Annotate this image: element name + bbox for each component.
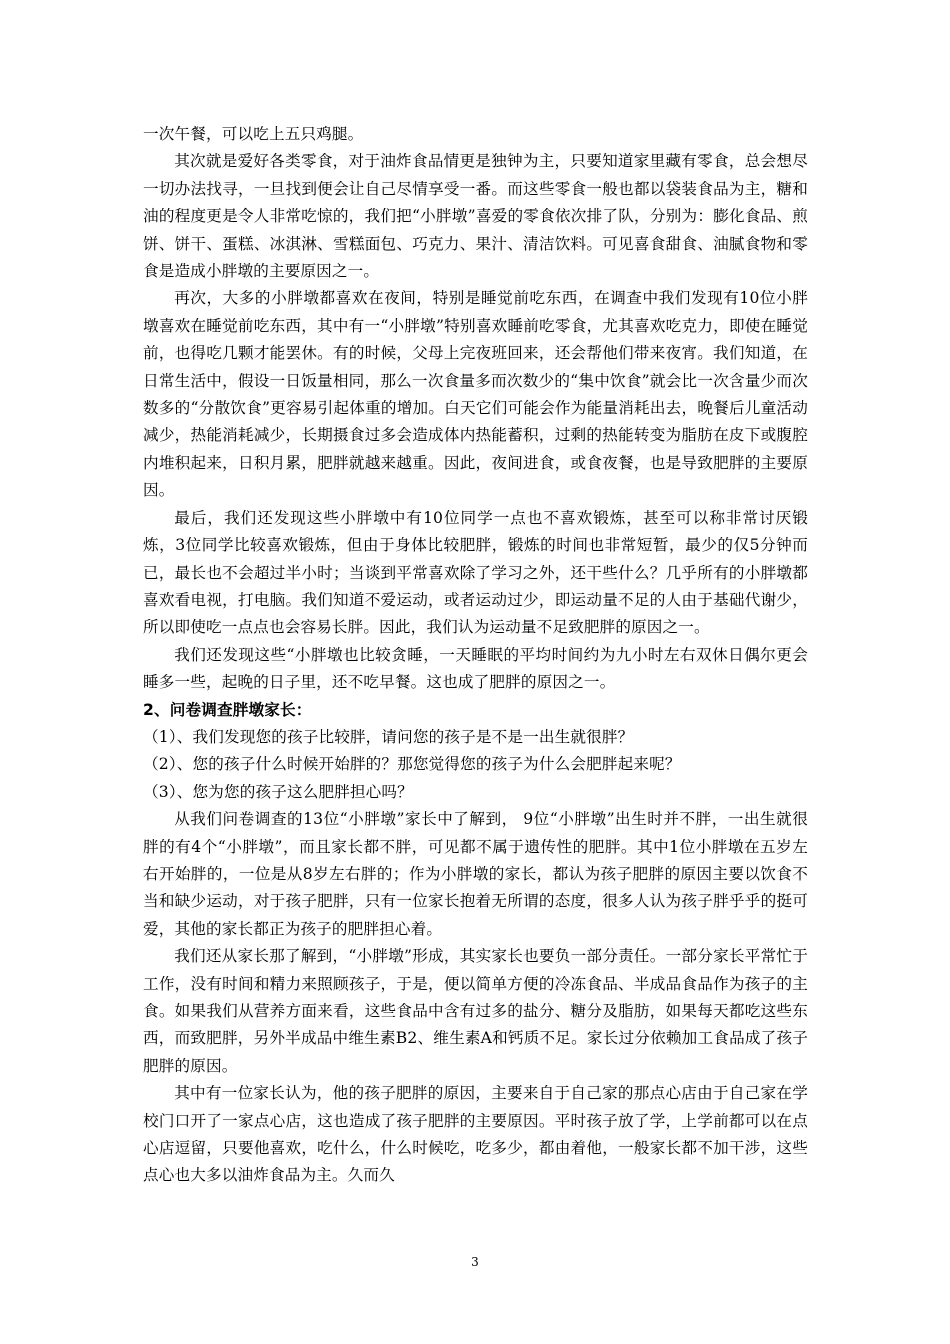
paragraph: 其次就是爱好各类零食，对于油炸食品情更是独钟为主，只要知道家里藏有零食，总会想尽一切办法找寻，一旦找到便会让自己尽情享受一番。而这些零食一般也都以袋装食品为主，糖和油的程度更是令人非常吃惊的，我们把“小胖墩”喜爱的零食依次排了队，分别为：膨化食品、煎饼、饼干、蛋糕、冰淇淋、雪糕面包、巧克力、果汁、清洁饮料。可见喜食甜食、油腻食物和零食是造成小胖墩的主要原因之一。	[143, 152, 808, 281]
paragraph: 一次午餐，可以吃上五只鸡腿。	[143, 125, 364, 143]
paragraph: 从我们问卷调查的13位“小胖墩”家长中了解到， 9位“小胖墩”出生时并不胖，一出生就很胖的有4个“小胖墩”，而且家长都不胖，可见都不属于遗传性的肥胖。其中1位小胖墩在五岁左右开始胖的，一位是从8岁左右胖的；作为小胖墩的家长，都认为孩子肥胖的原因主要以饮食不当和缺少运动，对于孩子肥胖，只有一位家长抱着无所谓的态度，很多人认为孩子胖乎乎的挺可爱，其他的家长都正为孩子的肥胖担心着。	[143, 810, 808, 938]
paragraph: 最后，我们还发现这些小胖墩中有10位同学一点也不喜欢锻炼，甚至可以称非常讨厌锻炼，3位同学比较喜欢锻炼，但由于身体比较肥胖，锻炼的时间也非常短暂，最少的仅5分钟而已，最长也不会超过半小时；当谈到平常喜欢除了学习之外，还干些什么？几乎所有的小胖墩都喜欢看电视，打电脑。我们知道不爱运动，或者运动过少，即运动量不足的人由于基础代谢少，所以即使吃一点点也会容易长胖。因此，我们认为运动量不足致肥胖的原因之一。	[143, 508, 808, 637]
paragraph: 再次，大多的小胖墩都喜欢在夜间，特别是睡觉前吃东西，在调查中我们发现有10位小胖墩喜欢在睡觉前吃东西，其中有一“小胖墩”特别喜欢睡前吃零食，尤其喜欢吃克力，即使在睡觉前，也得吃几颗才能罢休。有的时候，父母上完夜班回来，还会帮他们带来夜宵。我们知道，在日常生活中，假设一日饭量相同，那么一次食量多而次数少的“集中饮食”就会比一次含量少而次数多的“分散饮食”更容易引起体重的增加。白天它们可能会作为能量消耗出去，晚餐后儿童活动减少，热能消耗减少，长期摄食过多会造成体内热能蓄积，过剩的热能转变为脂肪在皮下或腹腔内堆积起来，日积月累，肥胖就越来越重。因此，夜间进食，或食夜餐，也是导致肥胖的主要原因。	[143, 289, 808, 500]
paragraph: （3）、您为您的孩子这么肥胖担心吗？	[143, 782, 413, 801]
paragraph: 其中有一位家长认为，他的孩子肥胖的原因，主要来自于自己家的那点心店由于自己家在学校门口开了一家点心店，这也造成了孩子肥胖的主要原因。平时孩子放了学，上学前都可以在点心店逗留，只要他喜欢，吃什么，什么时候吃，吃多少，都由着他，一般家长都不加干涉，这些点心也大多以油炸食品为主。久而久	[143, 1084, 808, 1185]
paragraph: 我们还发现这些“小胖墩也比较贪睡，一天睡眠的平均时间约为九小时左右双休日偶尔更会睡多一些，起晚的日子里，还不吃早餐。这也成了肥胖的原因之一。	[143, 645, 808, 692]
page-number: 3	[471, 1255, 479, 1269]
paragraph: 我们还从家长那了解到，“小胖墩”形成，其实家长也要负一部分责任。一部分家长平常忙于工作，没有时间和精力来照顾孩子，于是，便以简单方便的冷冻食品、半成品食品作为孩子的主食。如果我们从营养方面来看，这些食品中含有过多的盐分、糖分及脂肪，如果每天都吃这些东西，而致肥胖，另外半成品中维生素B2、维生素A和钙质不足。家长过分依赖加工食品成了孩子肥胖的原因。	[143, 947, 808, 1075]
paragraph: （2）、您的孩子什么时候开始胖的？那您觉得您的孩子为什么会肥胖起来呢？	[143, 755, 681, 774]
section-heading: 2、问卷调查胖墩家长：	[143, 700, 312, 719]
paragraph: （1）、我们发现您的孩子比较胖，请问您的孩子是不是一出生就很胖？	[143, 727, 634, 746]
page-body	[143, 121, 808, 1190]
